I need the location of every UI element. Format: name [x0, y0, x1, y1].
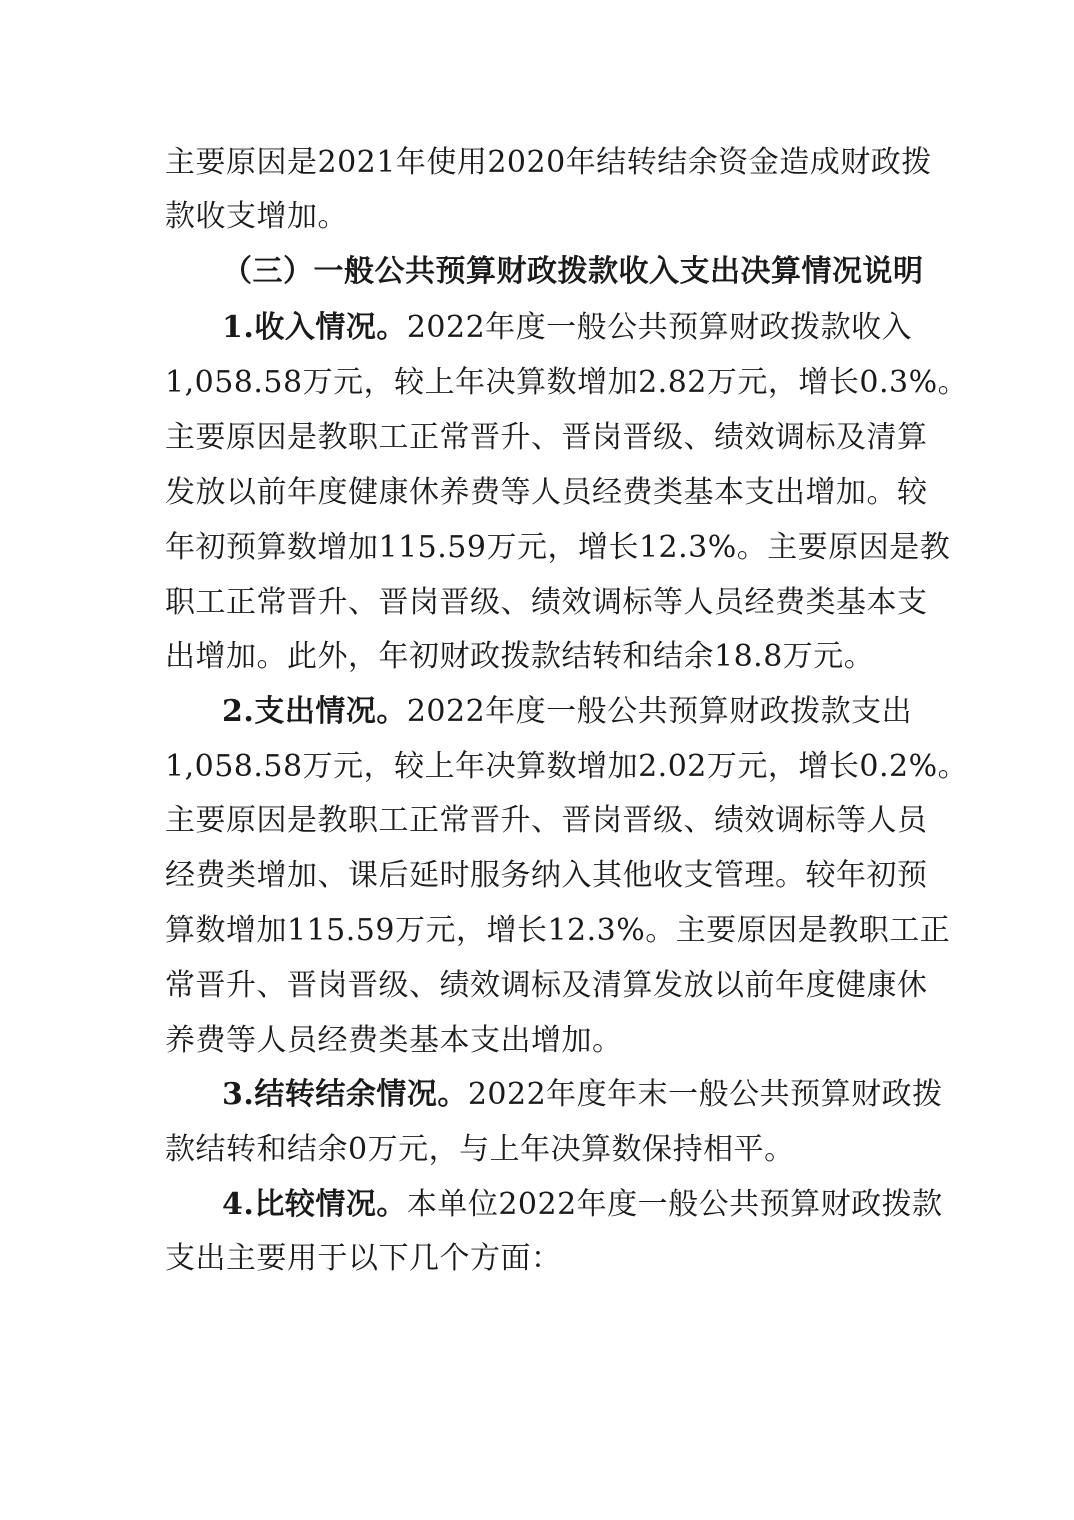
- paragraph-text: 2022年度一般公共预算财政拨款收入: [406, 310, 913, 345]
- paragraph-line: [222, 308, 913, 348]
- subheading-comparison: 4.比较情况。: [222, 1187, 407, 1222]
- paragraph-line: 发放以前年度健康休养费等人员经费类基本支出增加。较: [165, 475, 928, 510]
- paragraph-line: 养费等人员经费类基本支出增加。: [165, 1023, 623, 1058]
- paragraph-text: 本单位2022年度一般公共预算财政拨款: [406, 1187, 943, 1222]
- paragraph-line: 款收支增加。: [165, 199, 348, 234]
- paragraph-line: 1,058.58万元，较上年决算数增加2.02万元，增长0.2%。: [165, 749, 969, 784]
- paragraph-line: 主要原因是2021年使用2020年结转结余资金造成财政拨: [165, 145, 932, 180]
- paragraph-line: 算数增加115.59万元，增长12.3%。主要原因是教职工正: [165, 913, 951, 948]
- paragraph-line: 经费类增加、课后延时服务纳入其他收支管理。较年初预: [165, 858, 928, 893]
- paragraph-line: 款结转和结余0万元，与上年决算数保持相平。: [165, 1132, 795, 1167]
- paragraph-line: 主要原因是教职工正常晋升、晋岗晋级、绩效调标及清算: [165, 420, 928, 455]
- paragraph-line: 常晋升、晋岗晋级、绩效调标及清算发放以前年度健康休: [165, 968, 928, 1003]
- section-heading: （三）一般公共预算财政拨款收入支出决算情况说明: [222, 254, 924, 289]
- paragraph-line: 出增加。此外，年初财政拨款结转和结余18.8万元。: [165, 639, 875, 674]
- paragraph-line: [222, 1185, 943, 1225]
- paragraph-line: 年初预算数增加115.59万元，增长12.3%。主要原因是教: [165, 530, 951, 565]
- paragraph-line: [222, 692, 913, 732]
- paragraph-line: 职工正常晋升、晋岗晋级、绩效调标等人员经费类基本支: [165, 585, 928, 620]
- paragraph-text: 2022年度一般公共预算财政拨款支出: [406, 694, 913, 729]
- paragraph-line: 1,058.58万元，较上年决算数增加2.82万元，增长0.3%。: [165, 365, 969, 400]
- paragraph-text: 2022年度年末一般公共预算财政拨: [467, 1077, 943, 1112]
- paragraph-line: 支出主要用于以下几个方面：: [165, 1241, 562, 1276]
- paragraph-line: [222, 1075, 943, 1115]
- subheading-carryover: 3.结转结余情况。: [222, 1077, 468, 1112]
- paragraph-line: 主要原因是教职工正常晋升、晋岗晋级、绩效调标等人员: [165, 803, 928, 838]
- subheading-income: 1.收入情况。: [222, 310, 407, 345]
- subheading-expenditure: 2.支出情况。: [222, 694, 407, 729]
